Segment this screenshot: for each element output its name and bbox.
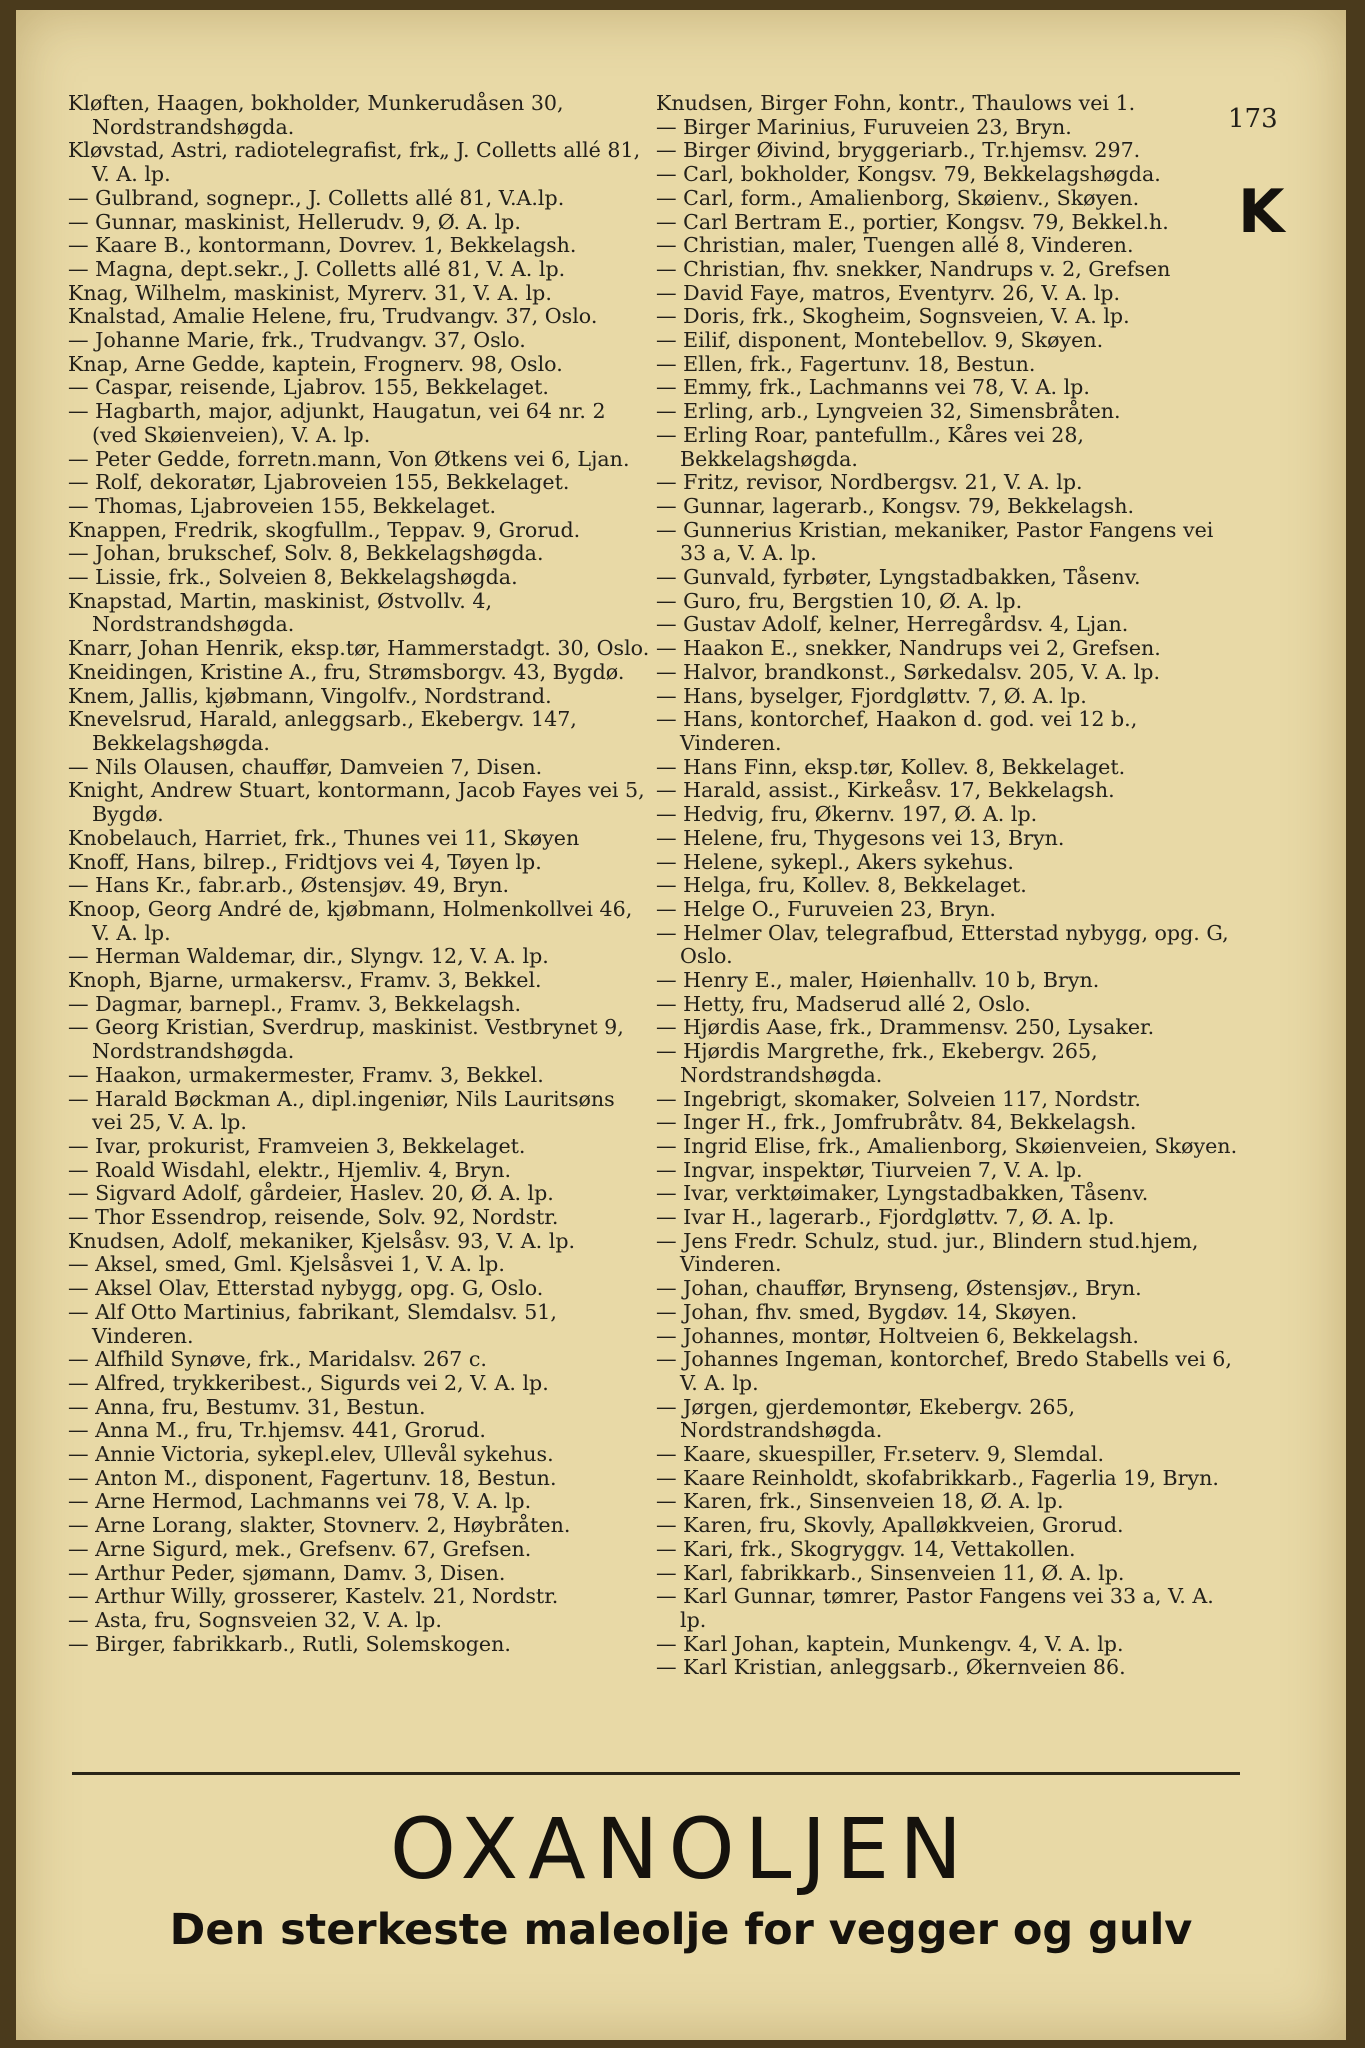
directory-entry: — Halvor, brandkonst., Sørkedalsv. 205, V. A. lp. [656,659,1161,684]
directory-entry: — Karen, fru, Skovly, Apalløkkveien, Grorud. [656,1513,1124,1538]
directory-entry: — Gunnerius Kristian, mekaniker, Pastor Fangens vei 33 a, V. A. lp. [656,517,1214,566]
directory-entry: — Henry E., maler, Høienhallv. 10 b, Bryn. [656,968,1100,993]
directory-entry: — Johanne Marie, frk., Trudvangv. 37, Oslo. [68,328,526,353]
directory-entry: — Kaare, skuespiller, Fr.seterv. 9, Slemdal. [656,1442,1105,1467]
directory-entry: — Hans Kr., fabr.arb., Østensjøv. 49, Bryn. [68,873,510,898]
directory-entry: — Thor Essendrop, reisende, Solv. 92, Nordstr. [68,1205,559,1230]
directory-entry: — Erling, arb., Lyngveien 32, Simensbråten. [656,399,1121,424]
directory-entry: — Alfred, trykkeribest., Sigurds vei 2, V. A. lp. [68,1370,549,1395]
directory-entry: — Sigvard Adolf, gårdeier, Haslev. 20, Ø. A. lp. [68,1181,554,1206]
directory-entry: — Annie Victoria, sykepl.elev, Ullevål sykehus. [68,1442,554,1467]
page-number: 173 [1228,104,1278,134]
directory-entry: — Helga, fru, Kollev. 8, Bekkelaget. [656,873,1027,898]
directory-entry: — Georg Kristian, Sverdrup, maskinist. Vestbrynet 9, Nordstrandshøgda. [68,1015,624,1064]
directory-entry: — Helene, fru, Thygesons vei 13, Bryn. [656,825,1065,850]
directory-entry: — Ingvar, inspektør, Tiurveien 7, V. A. lp. [656,1157,1083,1182]
directory-entry: — Ivar, prokurist, Framveien 3, Bekkelaget. [68,1133,526,1158]
directory-entry: — Arthur Willy, grosserer, Kastelv. 21, Nordstr. [68,1584,559,1609]
directory-entry: — Hjørdis Margrethe, frk., Ekebergv. 265, Nordstrandshøgda. [656,1039,1098,1087]
divider [72,1772,1240,1775]
directory-entry: — Karen, frk., Sinsenveien 18, Ø. A. lp. [656,1489,1064,1514]
directory-entry: — Anna M., fru, Tr.hjemsv. 441, Grorud. [68,1418,486,1443]
left-column [68,92,650,1656]
directory-entry: — Carl, bokholder, Kongsv. 79, Bekkelagshøgda. [656,162,1161,187]
directory-entry: — Ivar, verktøimaker, Lyngstadbakken, Tåsenv. [656,1181,1149,1206]
directory-entry: — Gunnar, lagerarb., Kongsv. 79, Bekkelagsh. [656,493,1135,518]
directory-entry: — Johannes Ingeman, kontorchef, Bredo Stabells vei 6, V. A. lp. [656,1347,1232,1395]
directory-entry: — Ivar H., lagerarb., Fjordgløttv. 7, Ø. A. lp. [656,1205,1115,1230]
directory-entry: — Roald Wisdahl, elektr., Hjemliv. 4, Bryn. [68,1157,512,1182]
directory-entry: — Kaare B., kontormann, Dovrev. 1, Bekkelagsh. [68,233,577,258]
directory-entry: — Jørgen, gjerdemontør, Ekebergv. 265, Nordstrandshøgda. [656,1394,1076,1443]
directory-entry: Knapstad, Martin, maskinist, Østvollv. 4, Nordstrandshøgda. [68,588,493,637]
directory-entry: — Anna, fru, Bestumv. 31, Bestun. [68,1394,426,1419]
directory-entry: — Dagmar, barnepl., Framv. 3, Bekkelagsh. [68,991,522,1016]
directory-entry: Knudsen, Adolf, mekaniker, Kjelsåsv. 93, V. A. lp. [68,1228,576,1253]
directory-entry: — Hans, byselger, Fjordgløttv. 7, Ø. A. lp. [656,683,1087,708]
directory-entry: — Lissie, frk., Solveien 8, Bekkelagshøgda. [68,565,518,590]
directory-entry: — Jens Fredr. Schulz, stud. jur., Blindern stud.hjem, Vinderen. [656,1228,1199,1277]
directory-entry: — Gunnar, maskinist, Hellerudv. 9, Ø. A. lp. [68,209,521,234]
directory-entry: — Kari, frk., Skogryggv. 14, Vettakollen. [656,1536,1076,1561]
advertisement-title: OXANOLJEN [389,1800,973,1898]
directory-entry: Knag, Wilhelm, maskinist, Myrerv. 31, V. A. lp. [68,280,552,305]
directory-entry: — Haakon E., snekker, Nandrups vei 2, Grefsen. [656,636,1161,661]
directory-entry: — Hetty, fru, Madserud allé 2, Oslo. [656,991,1031,1016]
directory-entry: — Peter Gedde, forretn.mann, Von Øtkens vei 6, Ljan. [68,446,630,471]
directory-page [16,10,1346,2040]
directory-entry: — Gustav Adolf, kelner, Herregårdsv. 4, Ljan. [656,612,1129,637]
directory-entry: — Emmy, frk., Lachmanns vei 78, V. A. lp. [656,375,1090,400]
directory-entry: — Erling Roar, pantefullm., Kåres vei 28, Bekkelagshøgda. [656,422,1084,471]
directory-entry: — Birger, fabrikkarb., Rutli, Solemskogen. [68,1631,511,1656]
directory-entry: — Johan, fhv. smed, Bygdøv. 14, Skøyen. [656,1299,1078,1324]
directory-entry: — Karl Gunnar, tømrer, Pastor Fangens vei 33 a, V. A. lp. [656,1584,1214,1632]
directory-entry: — Hans Finn, eksp.tør, Kollev. 8, Bekkelaget. [656,754,1126,779]
directory-entry: — Haakon, urmakermester, Framv. 3, Bekkel. [68,1062,544,1087]
directory-entry: — Karl Johan, kaptein, Munkengv. 4, V. A. lp. [656,1631,1124,1656]
directory-entry: — Arne Sigurd, mek., Grefsenv. 67, Grefsen. [68,1536,532,1561]
directory-entry: — Christian, fhv. snekker, Nandrups v. 2, Grefsen [656,256,1171,281]
directory-entry: — Guro, fru, Bergstien 10, Ø. A. lp. [656,588,1023,613]
directory-entry: — Eilif, disponent, Montebellov. 9, Skøyen. [656,328,1104,353]
directory-entry: — Anton M., disponent, Fagertunv. 18, Bestun. [68,1465,557,1490]
directory-entry: Knight, Andrew Stuart, kontormann, Jacob Fayes vei 5, Bygdø. [68,778,645,827]
directory-entry: — Ellen, frk., Fagertunv. 18, Bestun. [656,351,1036,376]
directory-entry: Knalstad, Amalie Helene, fru, Trudvangv. 37, Oslo. [68,304,598,329]
directory-entry: — Carl, form., Amalienborg, Skøienv., Skøyen. [656,185,1140,210]
directory-entry: — Helene, sykepl., Akers sykehus. [656,849,1014,874]
directory-entry: Knap, Arne Gedde, kaptein, Frognerv. 98, Oslo. [68,351,563,376]
directory-entry: — Nils Olausen, chauffør, Damveien 7, Disen. [68,754,543,779]
directory-entry: Knoop, Georg André de, kjøbmann, Holmenkollvei 46, V. A. lp. [68,896,633,945]
directory-entry: — Caspar, reisende, Ljabrov. 155, Bekkelaget. [68,375,549,400]
directory-entry: — Hedvig, fru, Økernv. 197, Ø. A. lp. [656,802,1038,827]
directory-entry: — Helge O., Furuveien 23, Bryn. [656,896,996,921]
directory-entry: — Ingrid Elise, frk., Amalienborg, Skøienveien, Skøyen. [656,1133,1238,1158]
directory-entry: Knudsen, Birger Fohn, kontr., Thaulows vei 1. [656,91,1136,115]
directory-entry: — Christian, maler, Tuengen allé 8, Vinderen. [656,233,1134,258]
directory-entry: — Helmer Olav, telegrafbud, Etterstad nybygg, opg. G, Oslo. [656,920,1229,969]
directory-entry: — Johan, chauffør, Brynseng, Østensjøv., Bryn. [656,1276,1142,1301]
directory-entry: — David Faye, matros, Eventyrv. 26, V. A. lp. [656,280,1121,305]
directory-entry: — Birger Marinius, Furuveien 23, Bryn. [656,114,1072,139]
directory-entry: — Asta, fru, Sognsveien 32, V. A. lp. [68,1608,442,1632]
directory-entry: — Carl Bertram E., portier, Kongsv. 79, Bekkel.h. [656,209,1169,234]
directory-entry: — Herman Waldemar, dir., Slyngv. 12, V. A. lp. [68,944,549,969]
advertisement-subtitle: Den sterkeste maleolje for vegger og gulv [169,1905,1193,1955]
directory-entry: — Alfhild Synøve, frk., Maridalsv. 267 c. [68,1347,487,1372]
directory-entry: — Inger H., frk., Jomfrubråtv. 84, Bekkelagsh. [656,1110,1137,1135]
directory-entry: — Hagbarth, major, adjunkt, Haugatun, vei 64 nr. 2 (ved Skøienveien), V. A. lp. [68,399,606,447]
directory-entry: — Hans, kontorchef, Haakon d. god. vei 12 b., Vinderen. [656,707,1138,755]
directory-entry: — Fritz, revisor, Nordbergsv. 21, V. A. lp. [656,470,1083,495]
directory-entry: — Karl, fabrikkarb., Sinsenveien 11, Ø. A. lp. [656,1560,1125,1585]
directory-entry: — Doris, frk., Skogheim, Sognsveien, V. A. lp. [656,304,1130,329]
directory-entry: — Arne Lorang, slakter, Stovnerv. 2, Høybråten. [68,1513,571,1538]
directory-entry: — Ingebrigt, skomaker, Solveien 117, Nordstr. [656,1086,1141,1111]
directory-entry: — Thomas, Ljabroveien 155, Bekkelaget. [68,493,497,518]
directory-entry: — Aksel Olav, Etterstad nybygg, opg. G, Oslo. [68,1276,544,1301]
directory-entry: — Rolf, dekoratør, Ljabroveien 155, Bekkelaget. [68,470,570,495]
directory-entry: — Birger Øivind, bryggeriarb., Tr.hjemsv. 297. [656,138,1141,163]
directory-entry: — Johan, brukschef, Solv. 8, Bekkelagshøgda. [68,541,544,566]
directory-entry: Knoff, Hans, bilrep., Fridtjovs vei 4, Tøyen lp. [68,849,542,874]
section-letter: K [1238,177,1285,247]
directory-entry: — Hjørdis Aase, frk., Drammensv. 250, Lysaker. [656,1015,1155,1040]
directory-entry: — Gunvald, fyrbøter, Lyngstadbakken, Tåsenv. [656,565,1141,590]
directory-entry: — Arthur Peder, sjømann, Damv. 3, Disen. [68,1560,506,1585]
directory-entry: Knarr, Johan Henrik, eksp.tør, Hammerstadgt. 30, Oslo. [68,636,650,661]
directory-entry: Kløften, Haagen, bokholder, Munkerudåsen 30, Nordstrandshøgda. [68,91,564,139]
directory-entry: — Karl Kristian, anleggsarb., Økernveien 86. [656,1655,1126,1680]
directory-entry: — Alf Otto Martinius, fabrikant, Slemdalsv. 51, Vinderen. [68,1299,557,1348]
directory-entry: — Johannes, montør, Holtveien 6, Bekkelagsh. [656,1323,1139,1348]
directory-entry: Knoph, Bjarne, urmakersv., Framv. 3, Bekkel. [68,968,542,993]
right-column [656,92,1238,1680]
directory-entry: — Gulbrand, sognepr., J. Colletts allé 81, V.A.lp. [68,185,565,210]
directory-entry: Knobelauch, Harriet, frk., Thunes vei 11, Skøyen [68,825,580,850]
directory-entry: — Magna, dept.sekr., J. Colletts allé 81, V. A. lp. [68,256,566,281]
directory-entry: — Harald Bøckman A., dipl.ingeniør, Nils Lauritsøns vei 25, V. A. lp. [68,1086,615,1135]
directory-entry: — Aksel, smed, Gml. Kjelsåsvei 1, V. A. lp. [68,1252,505,1277]
directory-entry: — Kaare Reinholdt, skofabrikkarb., Fagerlia 19, Bryn. [656,1465,1219,1490]
directory-entry: Knem, Jallis, kjøbmann, Vingolfv., Nordstrand. [68,683,552,708]
directory-entry: — Arne Hermod, Lachmanns vei 78, V. A. lp. [68,1489,532,1514]
directory-entry: Knappen, Fredrik, skogfullm., Teppav. 9, Grorud. [68,517,581,542]
directory-entry: — Harald, assist., Kirkeåsv. 17, Bekkelagsh. [656,778,1115,803]
directory-entry: Knevelsrud, Harald, anleggsarb., Ekebergv. 147, Bekkelagshøgda. [68,707,577,755]
directory-entry: Kløvstad, Astri, radiotelegrafist, frk„ J. Colletts allé 81, V. A. lp. [68,138,641,187]
directory-entry: Kneidingen, Kristine A., fru, Strømsborgv. 43, Bygdø. [68,659,625,684]
